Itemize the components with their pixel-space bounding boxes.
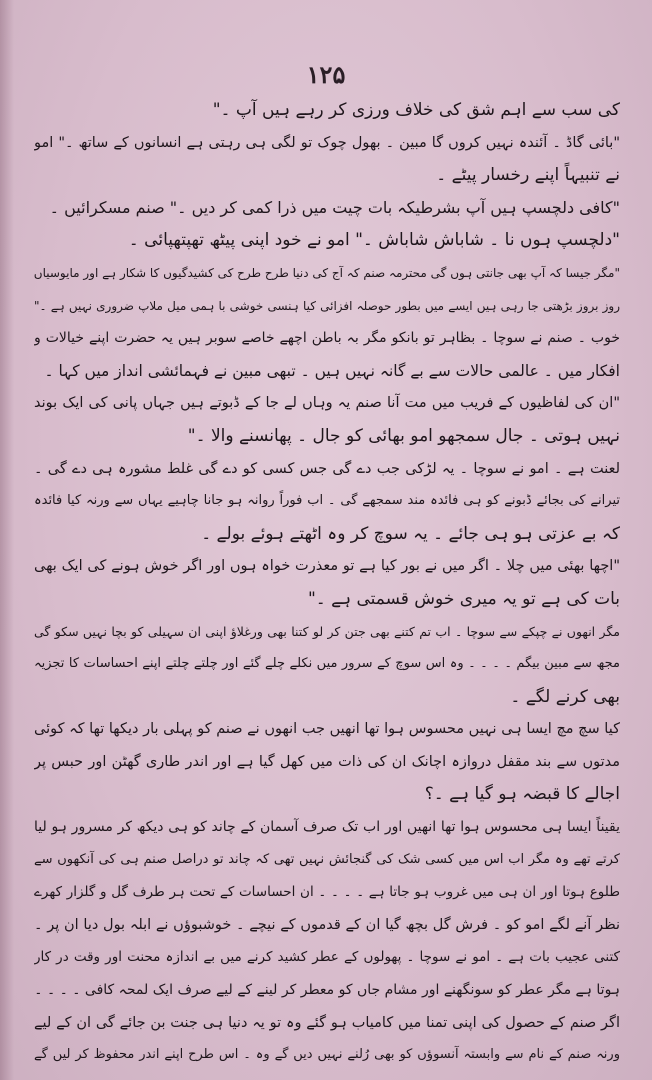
page-body-text	[34, 94, 620, 1072]
text-line: نہیں ہوتی ۔ جال سمجھو امو بھائی کو جال ۔ پھانسنے والا ۔"	[187, 425, 620, 446]
binding-shadow	[0, 0, 14, 1080]
text-line: تیرانے کی بجائے ڈبونے کو ہی فائدہ مند سمجھے گی ۔ اب فوراً روانہ ہو جانا چاہیے یہاں سے ورنہ کیا فائدہ	[34, 493, 620, 509]
text-line: روز بروز بڑھتی جا رہی ہیں ایسے میں بطور حوصلہ افزائی کیا ہنسی خوشی با ہمی میل ملاپ ضروری نہیں ہے ۔"	[34, 298, 620, 313]
text-line: کرتے تھے وہ مگر اب اس میں کسی شک کی گنجائش نہیں تھی کہ چاند تو دراصل صنم ہی کی آنکھوں سے	[34, 851, 620, 867]
text-line: ورنہ صنم کے نام سے وابستہ آنسوؤں کو بھی رُلنے نہیں دیں گے وہ ۔ اس طرح اپنے اندر محفوظ کر لیں گے	[34, 1047, 620, 1063]
text-line: "اچھا بھئی میں چلا ۔ اگر میں نے بور کیا ہے تو معذرت خواہ ہوں اور اگر خوش ہونے کی ایک بھی	[34, 558, 620, 575]
text-line: نے تنبیہاً اپنے رخسار پیٹے ۔	[436, 165, 620, 186]
text-line: طلوع ہوتا اور ان ہی میں غروب ہو جاتا ہے ۔ ۔ ۔ ۔ ان احساسات کے تحت ہر طرف گل و گلزار کھرے	[34, 884, 620, 901]
text-line: ہوتا ہے مگر عطر کو سونگھنے اور مشام جاں کو معطر کر لینے کے لیے صرف ایک لمحہ کافی ۔ ۔ ۔ ۔	[34, 982, 620, 999]
text-line: بات کی ہے تو یہ میری خوش قسمتی ہے ۔"	[307, 588, 620, 609]
text-line: "کافی دلچسپ ہیں آپ بشرطیکہ بات چیت میں ذرا کمی کر دیں ۔" صنم مسکرائیں ۔	[49, 197, 620, 217]
text-line: "دلچسپ ہوں نا ۔ شاباش شاباش ۔" امو نے خود اپنی پیٹھ تھپتھپائی ۔	[128, 230, 620, 251]
text-line: مدتوں سے بند مقفل دروازہ اچانک ان کی ذات میں کھل گیا ہے اور اندر طاری گھٹن اور حبس پر	[34, 753, 620, 770]
text-line: بھی کرنے لگے ۔	[510, 686, 620, 707]
text-line: کہ بے عزتی ہو ہی جائے ۔ یہ سوچ کر وہ اٹھتے ہوئے بولے ۔	[201, 523, 620, 544]
text-line: اگر صنم کے حصول کی اپنی تمنا میں کامیاب ہو گئے وہ تو یہ دنیا ہی جنت بن جائے گی ان کے لیے	[34, 1014, 620, 1031]
text-line: نظر آنے لگے امو کو ۔ فرش گل بچھ گیا ان کے قدموں کے نیچے ۔ خوشبوؤں نے ابلہ بول دیا ان پر ۔	[34, 916, 620, 933]
text-line: "ان کی لفاظیوں کے فریب میں مت آنا صنم یہ وہاں لے جا کے ڈبوتے ہیں جہاں پانی کی ایک بوند	[34, 395, 620, 412]
text-line: خوب ۔ صنم نے سوچا ۔ بظاہر تو بانکو مگر بہ باطن اچھے خاصے سوبر ہیں یہ حضرت اپنے خیالات و	[34, 330, 620, 347]
page-number: ۱۲۵	[306, 60, 346, 89]
text-line: "بائی گاڈ ۔ آئندہ نہیں کروں گا مبین ۔ بھول چوک تو لگی ہی رہتی ہے انسانوں کے ساتھ ۔" امو	[34, 134, 620, 151]
text-line: کی سب سے اہم شق کی خلاف ورزی کر رہے ہیں آپ ۔"	[212, 100, 620, 120]
text-line: یقیناً ایسا ہی محسوس ہوا تھا انھیں اور اب تک صرف آسمان کے چاند کو ہی دیکھ کر مسرور ہو لیا	[34, 819, 620, 836]
text-line: کتنی عجیب بات ہے ۔ امو نے سوچا ۔ پھولوں کے عطر کشید کرنے میں بے اندازہ محنت اور وقت در کار	[34, 949, 620, 966]
text-line: مگر انھوں نے چپکے سے سوچا ۔ اب تم کتنے بھی جتن کر لو کتنا بھی ورغلاؤ اپنی ان سہیلی کو بچا نہیں سکو گی	[34, 623, 620, 639]
text-line: لعنت ہے ۔ امو نے سوچا ۔ یہ لڑکی جب دے گی جس کسی کو دے گی غلط مشورہ ہی دے گی ۔	[34, 460, 620, 477]
text-line: اجالے کا قبضہ ہو گیا ہے ۔؟	[424, 784, 620, 805]
text-line: کیا سچ مچ ایسا ہی نہیں محسوس ہوا تھا انھیں جب انھوں نے صنم کو پہلی بار دیکھا تھا کہ کوئی	[34, 721, 620, 738]
text-line: "مگر جیسا کہ آپ بھی جانتی ہوں گی محترمہ صنم کہ آج کی دنیا طرح طرح کی کشیدگیوں کا شکار ہے اور مایوسیاں	[34, 265, 620, 280]
text-line: مجھ سے مبین بیگم ۔ ۔ ۔ ۔ وہ اس سوچ کے سرور میں نکلے چلے گئے اور چلتے چلتے اپنے احساسات کا تجزیہ	[34, 656, 620, 672]
text-line: افکار میں ۔ عالمی حالات سے بے گانہ نہیں ہیں ۔ تبھی مبین نے فہمائشی انداز میں کہا ۔	[44, 361, 620, 380]
